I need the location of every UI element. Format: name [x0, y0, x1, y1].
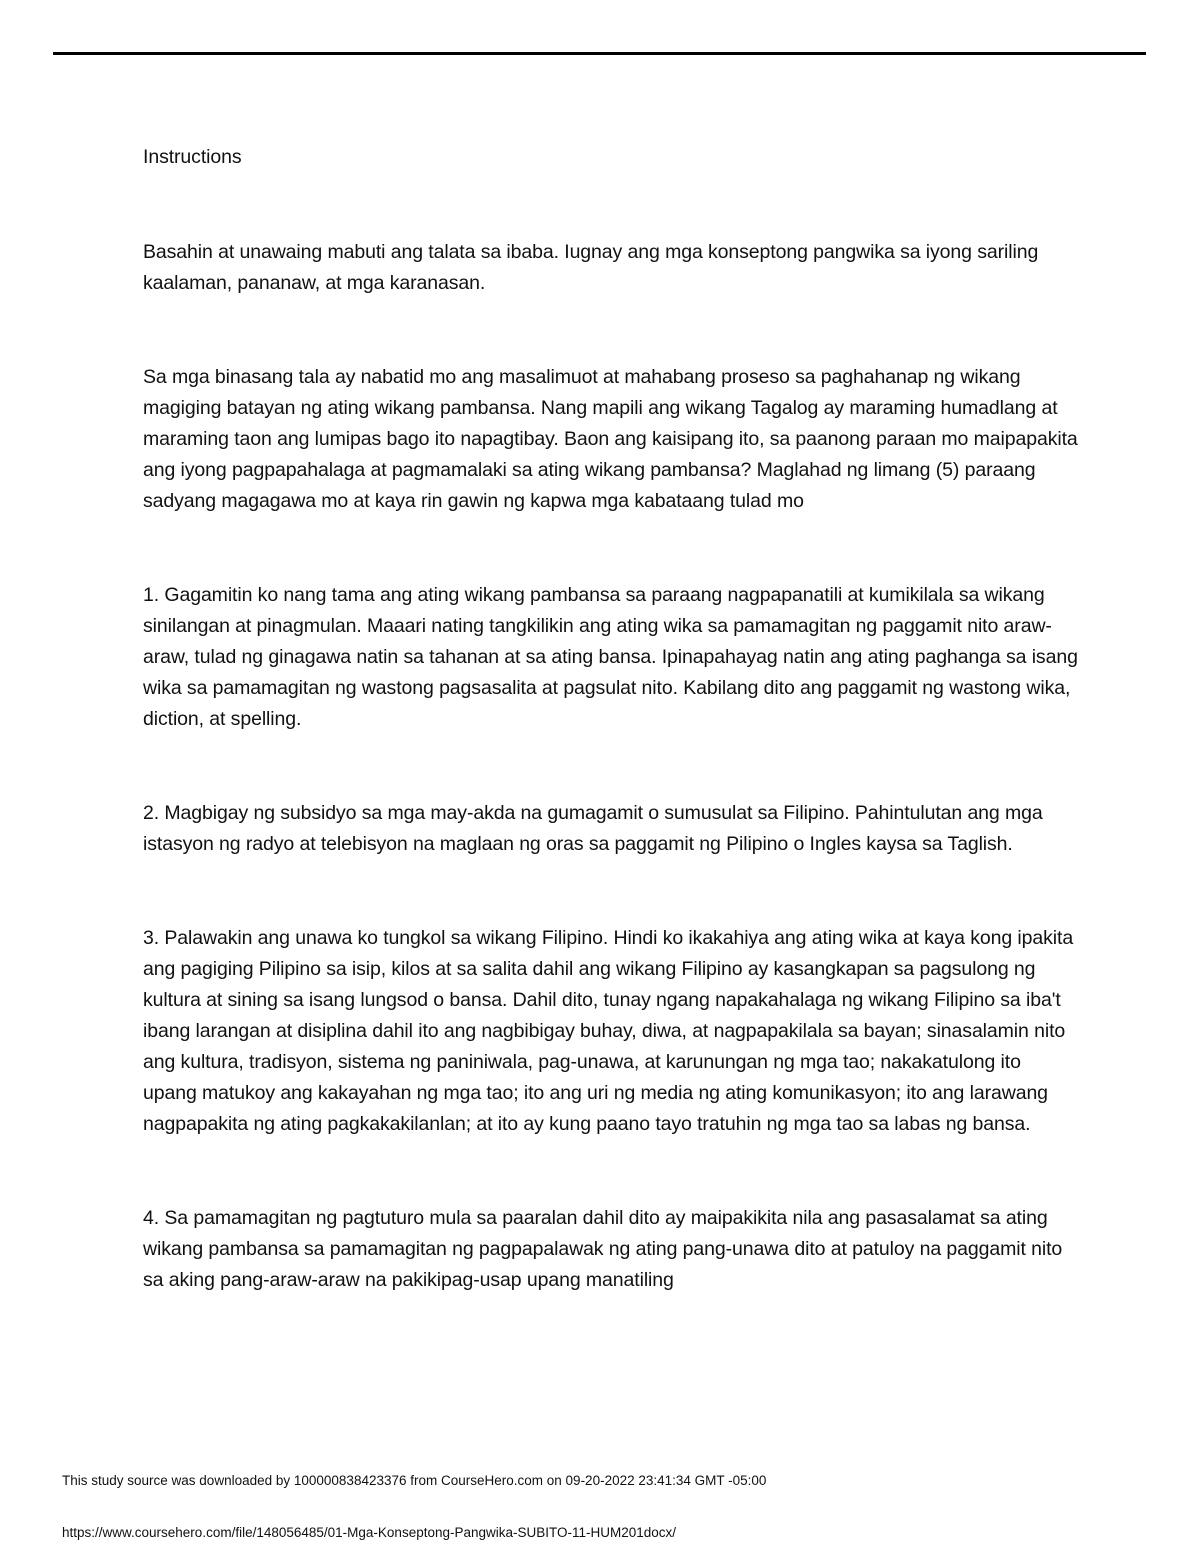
answer-item-3: 3. Palawakin ang unawa ko tungkol sa wikang Filipino. Hindi ko ikakahiya ang ating wika at kaya kong ipakita ang pagiging Pilipino sa isip, kilos at sa salita dahil ang wikang Filipino ay kasangkapan sa pagsulong ng kultura at sining sa isang lungsod o bansa. Dahil dito, tunay ngang napakahalaga ng wikang Filipino sa iba't ibang larangan at disiplina dahil ito ang nagbibigay buhay, diwa, at nagpapakilala sa bayan; sinasalamin nito ang kultura, tradisyon, sistema ng paniniwala, pag-unawa, at karunungan ng mga tao; nakakatulong ito upang matukoy ang kakayahan ng mga tao; ito ang uri ng media ng ating komunikasyon; ito ang larawang nagpapakita ng ating pagkakakilanlan; at ito ay kung paano tayo tratuhin ng mga tao sa labas ng bansa.	[143, 927, 1074, 1135]
instructions-heading: Instructions	[143, 146, 242, 168]
top-horizontal-rule	[53, 52, 1146, 55]
answer-item-4: 4. Sa pamamagitan ng pagtuturo mula sa paaralan dahil dito ay maipakikita nila ang pasasalamat sa ating wikang pambansa sa pamamagitan ng pagpapalawak ng ating pang-unawa dito at patuloy na paggamit nito sa aking pang-araw-araw na pakikipag-usap upang manatiling	[143, 1207, 1063, 1291]
intro-paragraph: Basahin at unawaing mabuti ang talata sa ibaba. Iugnay ang mga konseptong pangwika sa iyong sariling kaalaman, pananaw, at mga karanasan.	[143, 241, 1039, 294]
download-source-note: This study source was downloaded by 100000838423376 from CourseHero.com on 09-20-2022 23:41:34 GMT -05:00	[62, 1473, 767, 1488]
prompt-paragraph: Sa mga binasang tala ay nabatid mo ang masalimuot at mahabang proseso sa paghahanap ng wikang magiging batayan ng ating wikang pambansa. Nang mapili ang wikang Tagalog ay maraming humadlang at maraming taon ang lumipas bago ito napagtibay. Baon ang kaisipang ito, sa paanong paraan mo maipapakita ang iyong pagpapahalaga at pagmamalaki sa ating wikang pambansa? Maglahad ng limang (5) paraang sadyang magagawa mo at kaya rin gawin ng kapwa mga kabataang tulad mo	[143, 366, 1078, 512]
document-body	[143, 142, 1078, 1296]
source-url-link[interactable]: https://www.coursehero.com/file/148056485/01-Mga-Konseptong-Pangwika-SUBITO-11-HUM201docx/	[62, 1525, 677, 1540]
answer-item-1: 1. Gagamitin ko nang tama ang ating wikang pambansa sa paraang nagpapanatili at kumikilala sa wikang sinilangan at pinagmulan. Maaari nating tangkilikin ang ating wika sa pamamagitan ng paggamit nito araw-araw, tulad ng ginagawa natin sa tahanan at sa ating bansa. Ipinapahayag natin ang ating paghanga sa isang wika sa pamamagitan ng wastong pagsasalita at pagsulat nito. Kabilang dito ang paggamit ng wastong wika, diction, at spelling.	[143, 584, 1078, 730]
answer-item-2: 2. Magbigay ng subsidyo sa mga may-akda na gumagamit o sumusulat sa Filipino. Pahintulutan ang mga istasyon ng radyo at telebisyon na maglaan ng oras sa paggamit ng Pilipino o Ingles kaysa sa Taglish.	[143, 802, 1043, 855]
